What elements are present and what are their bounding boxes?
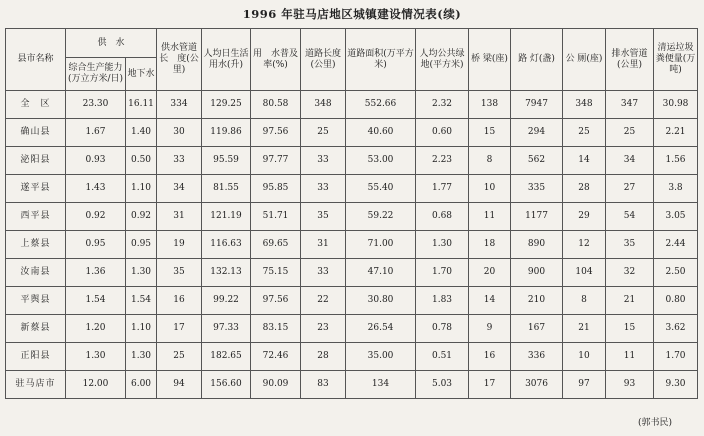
data-cell: 21: [606, 287, 654, 315]
data-cell: 27: [606, 175, 654, 203]
data-cell: 14: [563, 147, 606, 175]
data-cell: 1.54: [66, 287, 126, 315]
data-cell: 12: [563, 231, 606, 259]
header-pipe-length: 供水管道长 度(公里): [157, 29, 202, 91]
data-cell: 97: [563, 371, 606, 399]
data-cell: 97.33: [202, 315, 251, 343]
data-cell: 53.00: [346, 147, 416, 175]
data-cell: 156.60: [202, 371, 251, 399]
data-cell: 55.40: [346, 175, 416, 203]
data-cell: 75.15: [251, 259, 301, 287]
data-cell: 2.32: [416, 91, 469, 119]
data-cell: 15: [606, 315, 654, 343]
data-cell: 1.83: [416, 287, 469, 315]
data-cell: 14: [469, 287, 511, 315]
data-cell: 1.43: [66, 175, 126, 203]
data-cell: 1.10: [126, 175, 157, 203]
data-cell: 7947: [511, 91, 563, 119]
data-cell: 54: [606, 203, 654, 231]
data-cell: 1.20: [66, 315, 126, 343]
header-county: 县市名称: [6, 29, 66, 91]
data-cell: 3.62: [654, 315, 698, 343]
data-cell: 94: [157, 371, 202, 399]
data-cell: 900: [511, 259, 563, 287]
county-name-cell: 汝南县: [6, 259, 66, 287]
header-daily-water: 人均日生活用水(升): [202, 29, 251, 91]
data-cell: 83.15: [251, 315, 301, 343]
data-cell: 348: [301, 91, 346, 119]
data-cell: 335: [511, 175, 563, 203]
data-cell: 97.56: [251, 287, 301, 315]
data-cell: 1.10: [126, 315, 157, 343]
data-cell: 2.44: [654, 231, 698, 259]
data-cell: 2.23: [416, 147, 469, 175]
data-cell: 26.54: [346, 315, 416, 343]
data-cell: 0.95: [66, 231, 126, 259]
data-cell: 34: [606, 147, 654, 175]
data-cell: 97.77: [251, 147, 301, 175]
data-cell: 81.55: [202, 175, 251, 203]
data-cell: 1.40: [126, 119, 157, 147]
data-cell: 210: [511, 287, 563, 315]
data-cell: 1.36: [66, 259, 126, 287]
data-cell: 138: [469, 91, 511, 119]
data-cell: 134: [346, 371, 416, 399]
data-cell: 40.60: [346, 119, 416, 147]
data-cell: 90.09: [251, 371, 301, 399]
data-cell: 336: [511, 343, 563, 371]
data-cell: 30: [157, 119, 202, 147]
data-cell: 3076: [511, 371, 563, 399]
data-cell: 1.30: [416, 231, 469, 259]
data-cell: 8: [469, 147, 511, 175]
table-row: [6, 119, 698, 147]
data-cell: 0.80: [654, 287, 698, 315]
data-cell: 129.25: [202, 91, 251, 119]
data-cell: 25: [301, 119, 346, 147]
data-cell: 25: [606, 119, 654, 147]
data-cell: 16.11: [126, 91, 157, 119]
data-cell: 0.95: [126, 231, 157, 259]
data-cell: 132.13: [202, 259, 251, 287]
data-cell: 35: [301, 203, 346, 231]
data-cell: 11: [469, 203, 511, 231]
county-name-cell: 西平县: [6, 203, 66, 231]
data-cell: 10: [469, 175, 511, 203]
data-cell: 17: [469, 371, 511, 399]
data-cell: 1.67: [66, 119, 126, 147]
county-name-cell: 新蔡县: [6, 315, 66, 343]
data-cell: 80.58: [251, 91, 301, 119]
table-row: [6, 147, 698, 175]
data-cell: 1.70: [654, 343, 698, 371]
header-water-supply: 供 水: [66, 29, 157, 58]
data-cell: 19: [157, 231, 202, 259]
data-cell: 69.65: [251, 231, 301, 259]
data-cell: 3.8: [654, 175, 698, 203]
county-name-cell: 确山县: [6, 119, 66, 147]
data-cell: 119.86: [202, 119, 251, 147]
data-cell: 1.30: [126, 343, 157, 371]
data-cell: 2.50: [654, 259, 698, 287]
data-cell: 30.98: [654, 91, 698, 119]
data-cell: 25: [563, 119, 606, 147]
data-cell: 31: [301, 231, 346, 259]
data-cell: 0.50: [126, 147, 157, 175]
data-cell: 16: [469, 343, 511, 371]
county-name-cell: 驻马店市: [6, 371, 66, 399]
table-row: [6, 203, 698, 231]
data-cell: 1.56: [654, 147, 698, 175]
county-name-cell: 上蔡县: [6, 231, 66, 259]
data-cell: 95.59: [202, 147, 251, 175]
data-cell: 167: [511, 315, 563, 343]
data-cell: 95.85: [251, 175, 301, 203]
header-public-toilets: 公 厕(座): [563, 29, 606, 91]
data-cell: 104: [563, 259, 606, 287]
county-name-cell: 平舆县: [6, 287, 66, 315]
data-cell: 23.30: [66, 91, 126, 119]
table-body: [6, 91, 698, 399]
data-cell: 1.77: [416, 175, 469, 203]
data-cell: 10: [563, 343, 606, 371]
county-name-cell: 遂平县: [6, 175, 66, 203]
data-cell: 22: [301, 287, 346, 315]
data-cell: 552.66: [346, 91, 416, 119]
data-cell: 1.30: [126, 259, 157, 287]
data-cell: 16: [157, 287, 202, 315]
table-row: [6, 259, 698, 287]
header-water-rate: 用 水普及率(%): [251, 29, 301, 91]
data-cell: 59.22: [346, 203, 416, 231]
data-cell: 182.65: [202, 343, 251, 371]
data-cell: 1177: [511, 203, 563, 231]
data-cell: 5.03: [416, 371, 469, 399]
header-groundwater: 地下水: [126, 58, 157, 91]
data-cell: 3.05: [654, 203, 698, 231]
data-cell: 33: [157, 147, 202, 175]
data-cell: 51.71: [251, 203, 301, 231]
data-cell: 294: [511, 119, 563, 147]
data-cell: 71.00: [346, 231, 416, 259]
table-row: [6, 343, 698, 371]
data-cell: 31: [157, 203, 202, 231]
data-cell: 32: [606, 259, 654, 287]
data-cell: 28: [563, 175, 606, 203]
data-cell: 1.70: [416, 259, 469, 287]
county-name-cell: 全 区: [6, 91, 66, 119]
data-cell: 1.54: [126, 287, 157, 315]
data-cell: 9: [469, 315, 511, 343]
data-cell: 348: [563, 91, 606, 119]
header-supply-capacity: 综合生产能力(万立方米/日): [66, 58, 126, 91]
data-cell: 23: [301, 315, 346, 343]
data-cell: 28: [301, 343, 346, 371]
data-cell: 47.10: [346, 259, 416, 287]
data-cell: 34: [157, 175, 202, 203]
data-cell: 8: [563, 287, 606, 315]
data-cell: 93: [606, 371, 654, 399]
data-cell: 35.00: [346, 343, 416, 371]
table-row: [6, 371, 698, 399]
data-cell: 347: [606, 91, 654, 119]
data-cell: 121.19: [202, 203, 251, 231]
data-cell: 33: [301, 259, 346, 287]
data-cell: 0.68: [416, 203, 469, 231]
header-road-length: 道路长度(公里): [301, 29, 346, 91]
data-cell: 83: [301, 371, 346, 399]
header-drain-pipe: 排水管道(公里): [606, 29, 654, 91]
data-cell: 33: [301, 147, 346, 175]
data-cell: 99.22: [202, 287, 251, 315]
county-name-cell: 正阳县: [6, 343, 66, 371]
data-cell: 30.80: [346, 287, 416, 315]
data-cell: 12.00: [66, 371, 126, 399]
data-cell: 9.30: [654, 371, 698, 399]
table-row: [6, 91, 698, 119]
data-cell: 334: [157, 91, 202, 119]
table-row: [6, 287, 698, 315]
data-cell: 29: [563, 203, 606, 231]
data-cell: 890: [511, 231, 563, 259]
table-row: [6, 175, 698, 203]
data-cell: 0.92: [126, 203, 157, 231]
data-cell: 33: [301, 175, 346, 203]
construction-table: [5, 28, 698, 399]
data-cell: 116.63: [202, 231, 251, 259]
data-cell: 15: [469, 119, 511, 147]
table-row: [6, 315, 698, 343]
data-cell: 11: [606, 343, 654, 371]
author-note: (郭书民): [637, 418, 672, 428]
data-cell: 17: [157, 315, 202, 343]
data-cell: 25: [157, 343, 202, 371]
data-cell: 35: [157, 259, 202, 287]
page-title: 1996 年驻马店地区城镇建设情况表(续): [242, 7, 462, 21]
data-cell: 97.56: [251, 119, 301, 147]
data-cell: 0.60: [416, 119, 469, 147]
county-name-cell: 泌阳县: [6, 147, 66, 175]
data-cell: 562: [511, 147, 563, 175]
header-street-lamps: 路 灯(盏): [511, 29, 563, 91]
table-row: [6, 231, 698, 259]
data-cell: 35: [606, 231, 654, 259]
data-cell: 0.93: [66, 147, 126, 175]
header-bridges: 桥 梁(座): [469, 29, 511, 91]
data-cell: 0.92: [66, 203, 126, 231]
data-cell: 18: [469, 231, 511, 259]
data-cell: 1.30: [66, 343, 126, 371]
data-cell: 0.78: [416, 315, 469, 343]
header-road-area: 道路面积(万平方米): [346, 29, 416, 91]
header-green-space: 人均公共绿 地(平方米): [416, 29, 469, 91]
data-cell: 20: [469, 259, 511, 287]
data-cell: 6.00: [126, 371, 157, 399]
header-garbage: 清运垃圾粪便量(万吨): [654, 29, 698, 91]
data-cell: 21: [563, 315, 606, 343]
data-cell: 0.51: [416, 343, 469, 371]
data-cell: 72.46: [251, 343, 301, 371]
data-cell: 2.21: [654, 119, 698, 147]
